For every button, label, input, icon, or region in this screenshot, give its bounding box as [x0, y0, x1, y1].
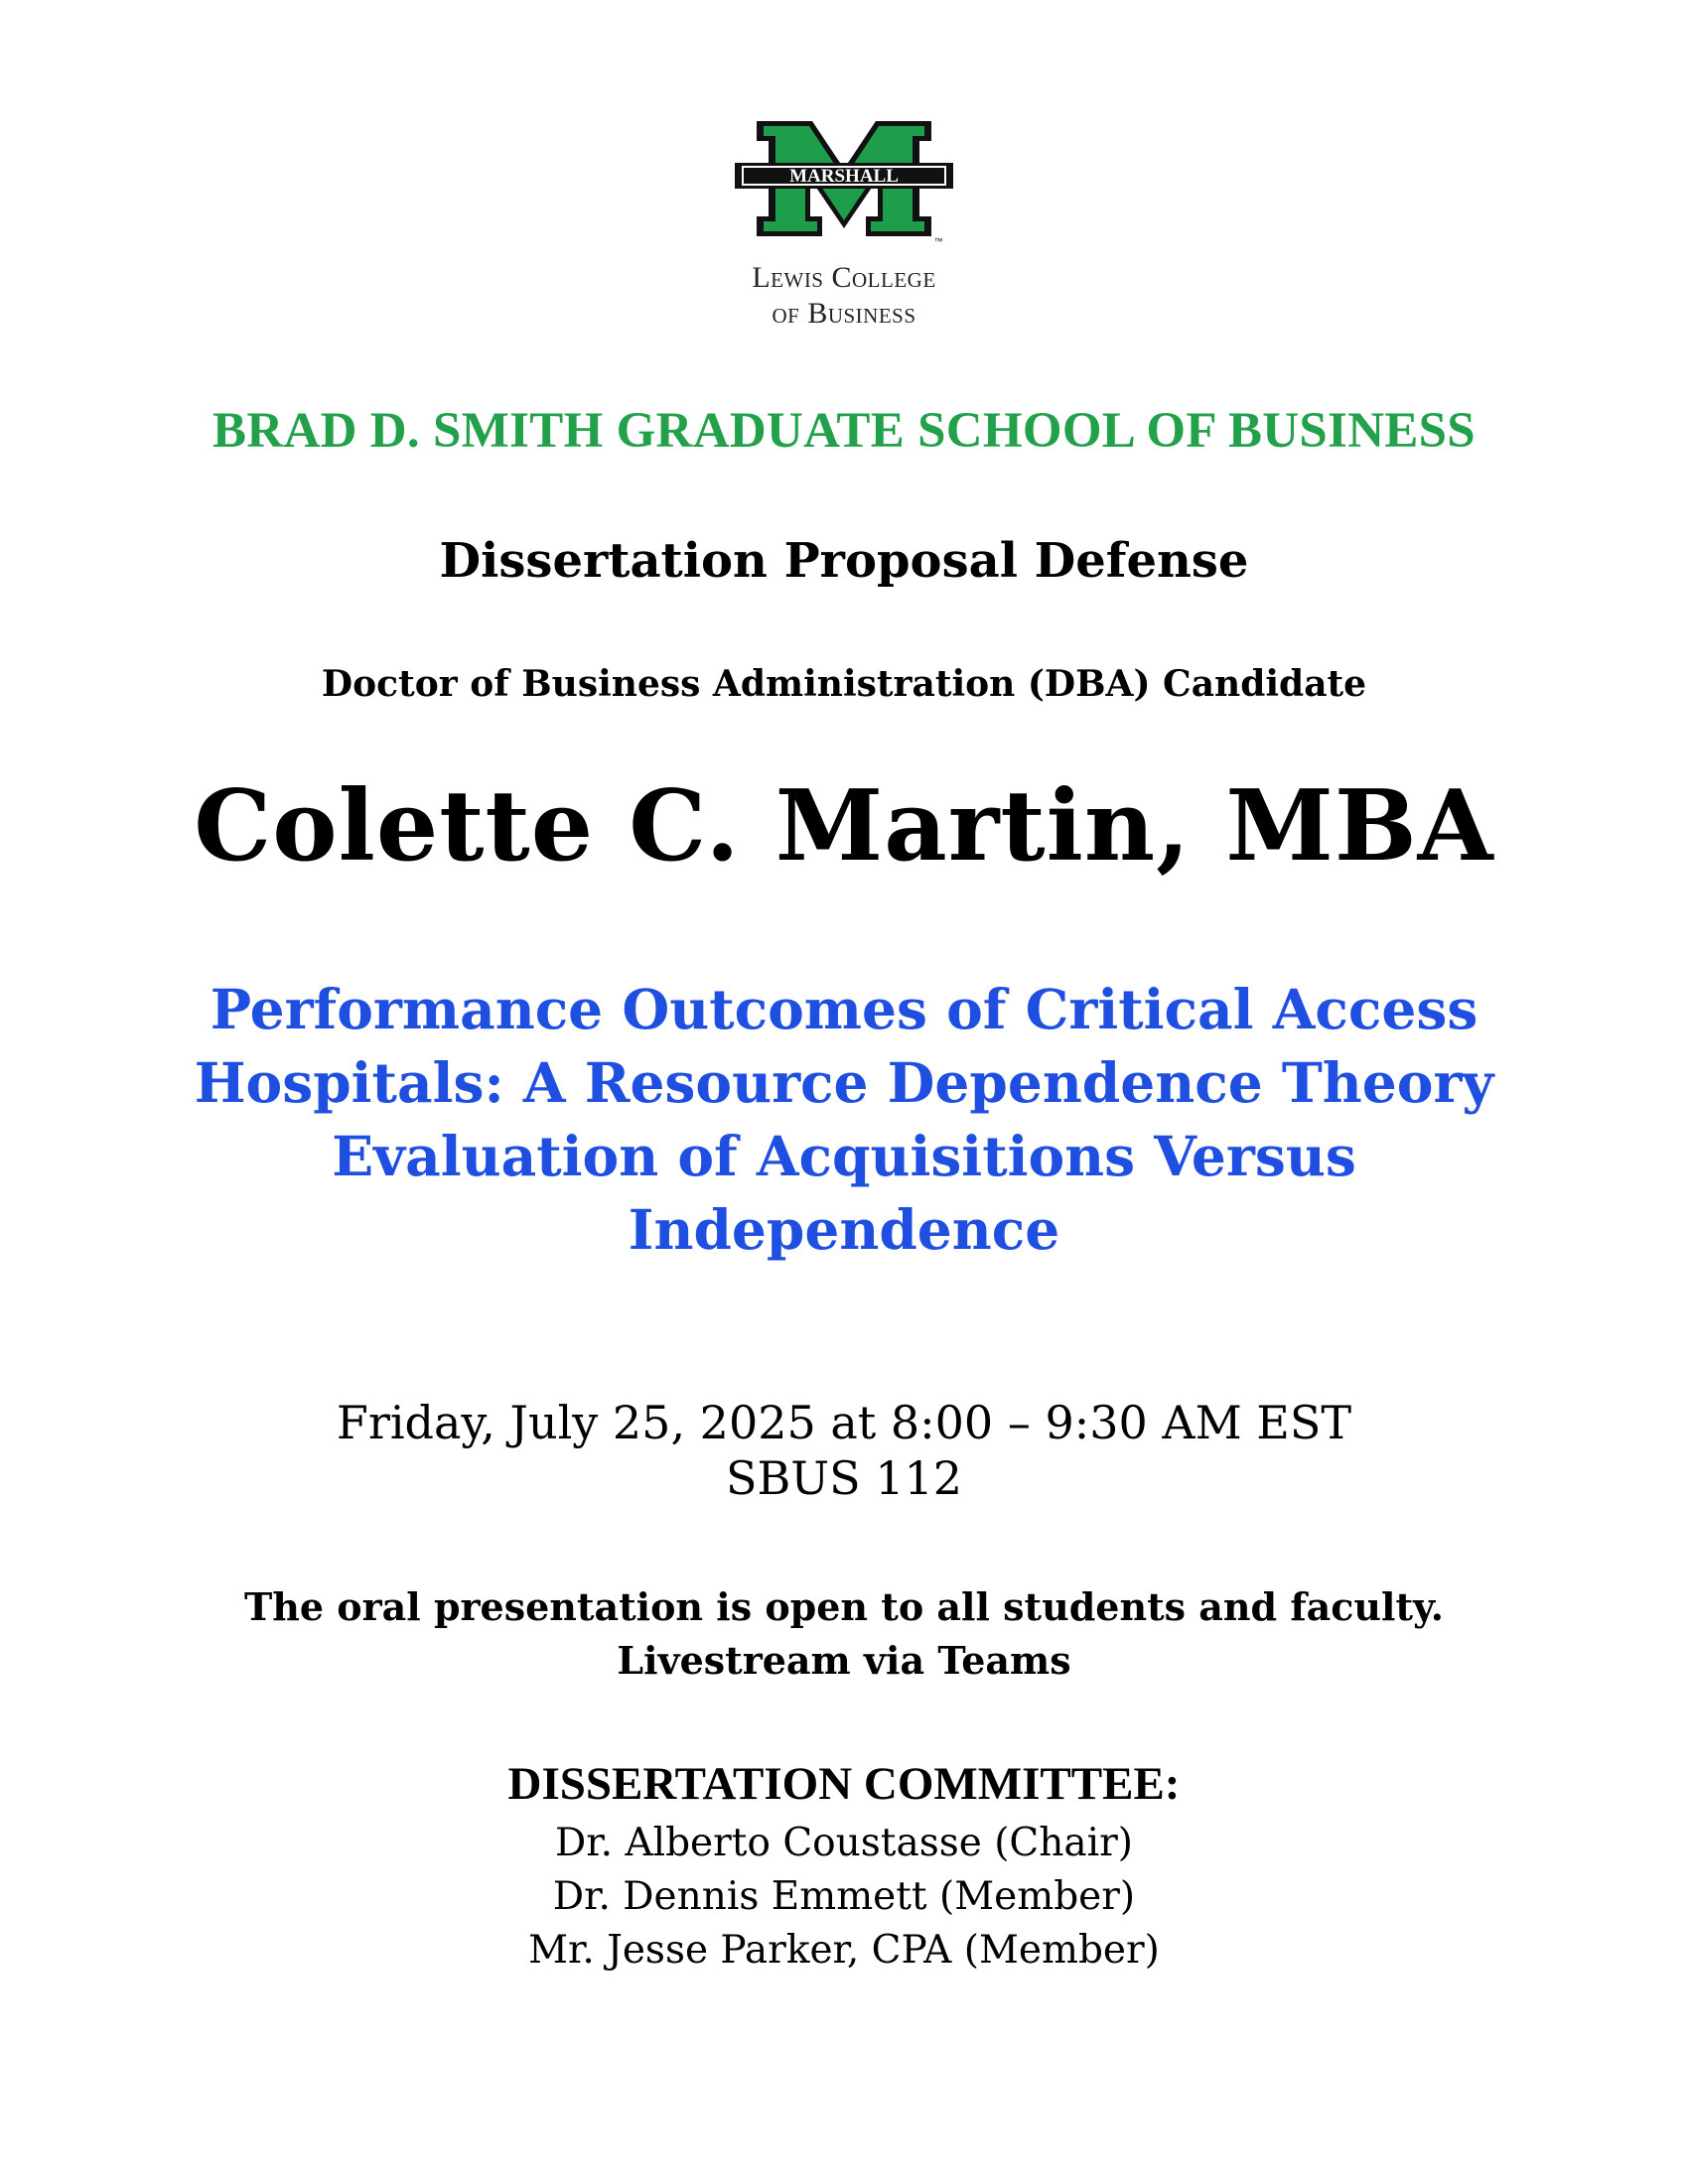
college-name	[685, 260, 1003, 332]
open-to-all-note: The oral presentation is open to all students and faculty.	[243, 1584, 1444, 1629]
event-details	[0, 1395, 1688, 1506]
dissertation-title-line: Independence	[628, 1197, 1060, 1262]
attendance-note	[0, 1580, 1688, 1688]
dissertation-title-line: Performance Outcomes of Critical Access	[210, 977, 1478, 1041]
trademark-symbol: ™	[933, 236, 943, 246]
committee-list	[0, 1817, 1688, 1978]
dissertation-title-line: Evaluation of Acquisitions Versus	[332, 1124, 1356, 1188]
dissertation-title-line: Hospitals: A Resource Dependence Theory	[194, 1050, 1494, 1115]
marshall-logo	[735, 117, 953, 246]
committee-member: Mr. Jesse Parker, CPA (Member)	[528, 1928, 1160, 1973]
committee-heading: DISSERTATION COMMITTEE:	[507, 1758, 1181, 1810]
event-datetime: Friday, July 25, 2025 at 8:00 – 9:30 AM EST	[336, 1396, 1352, 1449]
committee-member: Dr. Dennis Emmett (Member)	[552, 1874, 1136, 1919]
event-type-heading: Dissertation Proposal Defense	[439, 533, 1249, 589]
degree-candidate-line: Doctor of Business Administration (DBA) Candidate	[321, 663, 1367, 705]
event-location: SBUS 112	[725, 1451, 963, 1505]
school-name-heading: BRAD D. SMITH GRADUATE SCHOOL OF BUSINESS	[212, 403, 1476, 459]
candidate-name: Colette C. Martin, MBA	[194, 769, 1494, 884]
college-name-line-2: of Business	[772, 297, 916, 330]
committee-member: Dr. Alberto Coustasse (Chair)	[555, 1821, 1133, 1865]
college-name-line-1: Lewis College	[752, 261, 936, 294]
livestream-note: Livestream via Teams	[617, 1638, 1071, 1683]
marshall-m-logo-graphic	[735, 117, 953, 246]
logo-wordmark: MARSHALL	[789, 166, 899, 187]
dissertation-title	[189, 973, 1499, 1267]
